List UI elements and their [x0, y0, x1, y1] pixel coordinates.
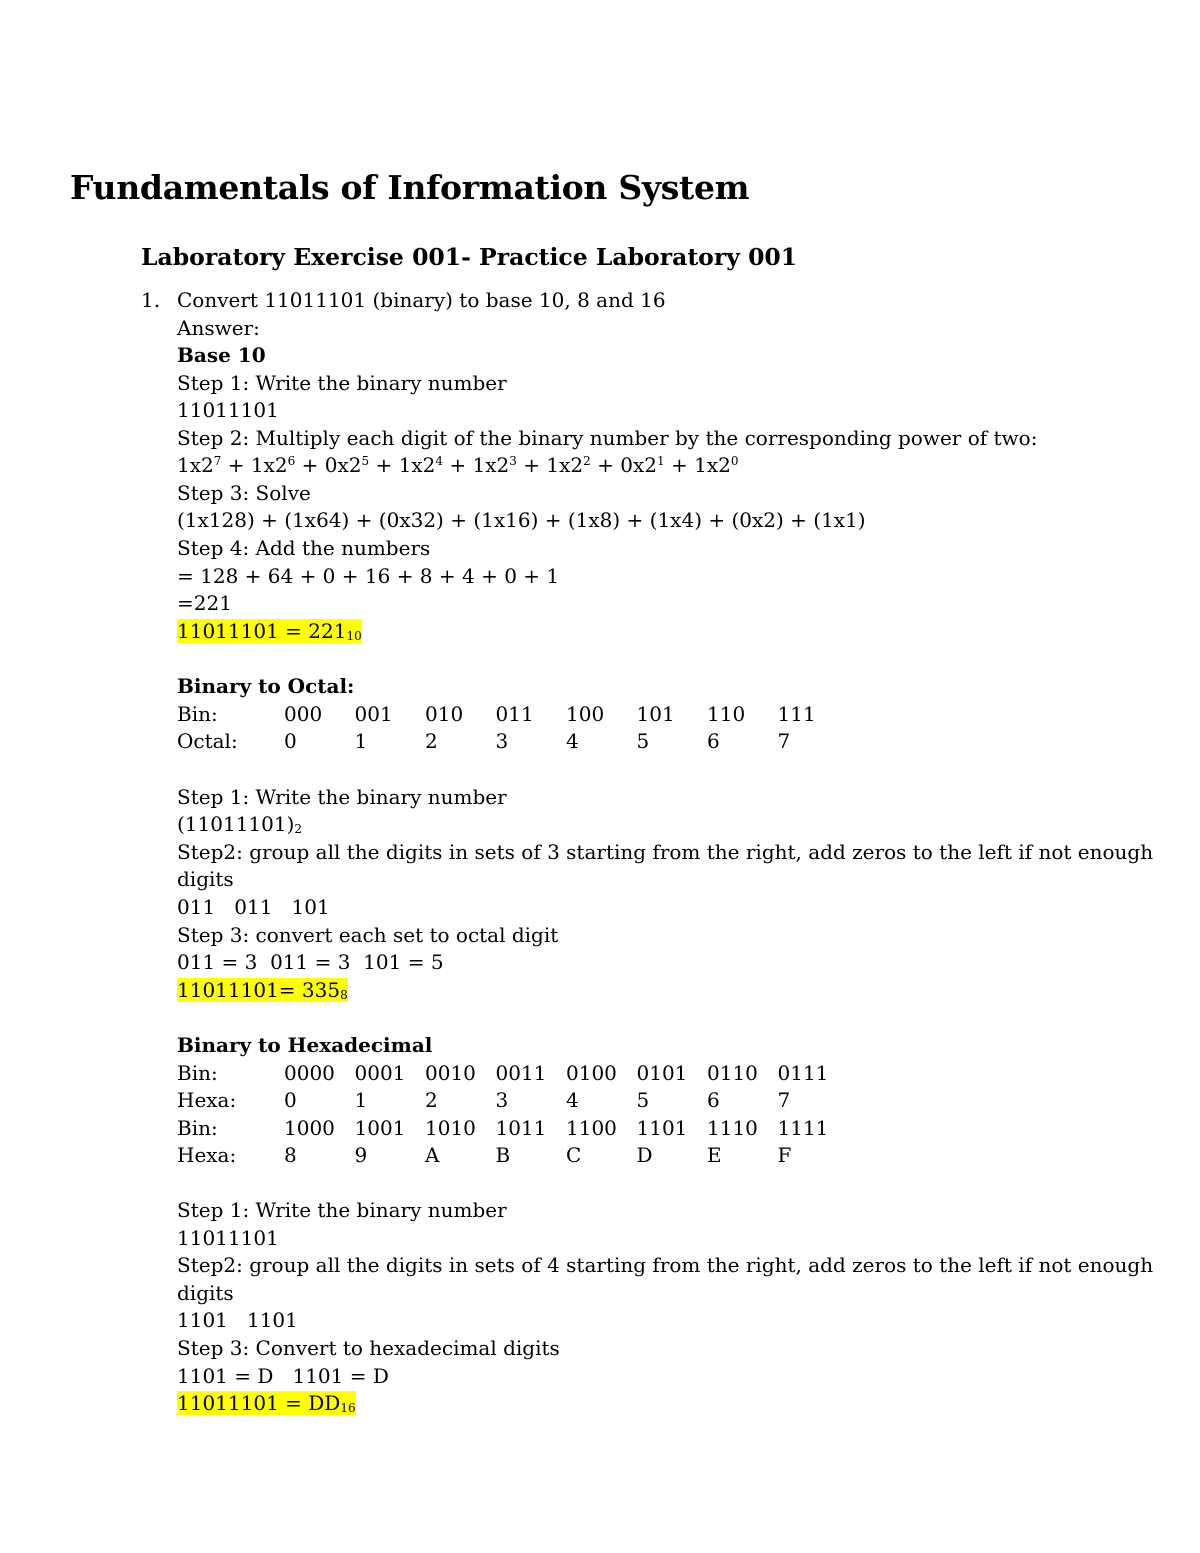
result-highlight — [177, 619, 362, 643]
power-coefficient: 1 — [398, 453, 412, 477]
power-term: $1x2^7$ — [177, 453, 222, 477]
base10-result — [177, 618, 362, 645]
power-term: $1x2^6$ — [250, 453, 296, 477]
base10-result-text: 11011101 = 221 — [177, 619, 347, 643]
octal-conversion: 011 = 3 011 = 3 101 = 5 — [177, 950, 444, 974]
power-term: $1x2^2$ — [546, 453, 591, 477]
hex-result — [177, 1390, 356, 1417]
result-highlight — [177, 978, 348, 1002]
octal-step2: Step2: group all the digits in sets of 3 starting from the right, add zeros to the left if not enough — [177, 840, 1154, 864]
table-cell: 0100 — [566, 1060, 617, 1085]
row-label: Hexa: — [177, 1143, 237, 1168]
power-exponent: 3 — [509, 454, 517, 468]
base10-result-subscript: 10 — [346, 629, 362, 643]
table-cell: 4 — [566, 1088, 579, 1113]
answer-label: Answer: — [177, 316, 260, 340]
table-row — [177, 728, 848, 756]
hex-heading: Binary to Hexadecimal — [177, 1033, 433, 1057]
table-cell: 0000 — [284, 1060, 335, 1085]
table-cell: 1001 — [354, 1115, 406, 1140]
row-label: Bin: — [177, 1060, 218, 1085]
table-cell: 011 — [495, 701, 534, 726]
row-label: Hexa: — [177, 1088, 237, 1113]
table-cell: 0 — [284, 1088, 297, 1113]
table-cell: 1 — [354, 729, 368, 754]
table-cell: C — [566, 1143, 582, 1168]
table-cell: 6 — [707, 729, 720, 754]
result-highlight — [177, 1391, 356, 1415]
row-label: Bin: — [177, 701, 218, 726]
power-exponent: 5 — [361, 454, 370, 468]
base10-step2: Step 2: Multiply each digit of the binary number by the corresponding power of two: — [177, 426, 1038, 450]
base10-binary: 11011101 — [177, 398, 279, 422]
power-exponent: 6 — [287, 454, 296, 468]
table-cell: 6 — [707, 1088, 720, 1113]
table-cell: B — [495, 1143, 511, 1168]
table-cell: 7 — [777, 1088, 791, 1113]
octal-step3: Step 3: convert each set to octal digit — [177, 923, 559, 947]
table-cell: 1011 — [495, 1115, 547, 1140]
power-coefficient: 0 — [324, 453, 338, 477]
octal-result — [177, 977, 348, 1004]
hex-result-text: 11011101 = DD — [177, 1391, 341, 1415]
document-title: Fundamentals of Information System — [70, 168, 750, 207]
base10-heading: Base 10 — [177, 343, 266, 367]
table-cell: 3 — [495, 1088, 509, 1113]
table-row — [177, 1059, 848, 1087]
table-cell: 0011 — [495, 1060, 547, 1085]
power-coefficient: 1 — [546, 453, 560, 477]
list-number: 1. — [141, 288, 161, 312]
table-cell: 1010 — [425, 1115, 476, 1140]
octal-binary-text: (11011101) — [177, 812, 295, 836]
table-cell: 0 — [284, 729, 297, 754]
row-label: Octal: — [177, 729, 238, 754]
plus-sign: + — [516, 453, 547, 477]
octal-result-text: 11011101= 335 — [177, 978, 341, 1002]
table-cell: 7 — [777, 729, 791, 754]
power-coefficient: 1 — [177, 453, 190, 477]
hex-result-subscript: 16 — [340, 1401, 356, 1415]
table-cell: 3 — [495, 729, 509, 754]
table-cell: 1100 — [566, 1115, 617, 1140]
power-exponent: 7 — [213, 454, 222, 468]
table-cell: 0110 — [707, 1060, 758, 1085]
octal-binary — [177, 811, 302, 838]
table-row — [177, 1114, 848, 1142]
table-cell: 111 — [777, 701, 816, 726]
table-row — [177, 1142, 848, 1170]
table-cell: 0001 — [354, 1060, 406, 1085]
power-exponent: 4 — [435, 454, 444, 468]
power-term: $1x2^0$ — [694, 453, 739, 477]
table-cell: 4 — [566, 729, 579, 754]
power-coefficient: 1 — [694, 453, 707, 477]
octal-heading: Binary to Octal: — [177, 674, 355, 698]
table-cell: 5 — [636, 729, 650, 754]
power-exponent: 2 — [583, 454, 591, 468]
table-cell: F — [777, 1143, 792, 1168]
plus-sign: + — [443, 453, 473, 477]
table-cell: 1111 — [777, 1115, 829, 1140]
octal-groups: 011 011 101 — [177, 895, 330, 919]
table-cell: 9 — [354, 1143, 368, 1168]
hex-conversion: 1101 = D 1101 = D — [177, 1364, 389, 1388]
table-row — [177, 700, 848, 728]
table-cell: 001 — [354, 701, 393, 726]
hex-binary: 11011101 — [177, 1226, 279, 1250]
table-cell: 110 — [707, 701, 746, 726]
plus-sign: + — [221, 453, 251, 477]
power-coefficient: 1 — [250, 453, 264, 477]
table-cell: 1110 — [707, 1115, 758, 1140]
hex-step2: Step2: group all the digits in sets of 4 starting from the right, add zeros to the left if not enough — [177, 1253, 1154, 1277]
base10-step3: Step 3: Solve — [177, 481, 311, 505]
hex-step1: Step 1: Write the binary number — [177, 1198, 507, 1222]
power-term: $1x2^3$ — [472, 453, 517, 477]
octal-table — [177, 700, 848, 755]
table-cell: 5 — [636, 1088, 650, 1113]
plus-sign: + — [295, 453, 325, 477]
table-cell: 2 — [425, 1088, 438, 1113]
power-term: $0x2^5$ — [324, 453, 370, 477]
octal-binary-subscript: 2 — [294, 822, 303, 836]
table-cell: 0111 — [777, 1060, 829, 1085]
base10-step4: Step 4: Add the numbers — [177, 536, 431, 560]
base10-powers — [177, 452, 739, 479]
power-term: $0x2^1$ — [620, 453, 665, 477]
table-cell: 1000 — [284, 1115, 335, 1140]
base10-solve: (1x128) + (1x64) + (0x32) + (1x16) + (1x8) + (1x4) + (0x2) + (1x1) — [177, 508, 866, 532]
octal-result-subscript: 8 — [340, 988, 348, 1002]
plus-sign: + — [590, 453, 621, 477]
table-cell: 8 — [284, 1143, 297, 1168]
table-cell: 000 — [284, 701, 323, 726]
table-cell: 0010 — [425, 1060, 476, 1085]
power-term: $1x2^4$ — [398, 453, 444, 477]
hex-groups: 1101 1101 — [177, 1308, 298, 1332]
power-coefficient: 1 — [472, 453, 486, 477]
power-exponent: 1 — [657, 454, 665, 468]
table-cell: 2 — [425, 729, 438, 754]
table-cell: 1 — [354, 1088, 368, 1113]
hex-step2-cont: digits — [177, 1281, 234, 1305]
row-label: Bin: — [177, 1115, 218, 1140]
exercise-subtitle: Laboratory Exercise 001- Practice Laboratory 001 — [141, 243, 798, 271]
power-exponent: 0 — [730, 454, 739, 468]
table-cell: 010 — [425, 701, 464, 726]
plus-sign: + — [369, 453, 399, 477]
hex-table — [177, 1059, 848, 1169]
table-cell: A — [425, 1143, 440, 1168]
power-coefficient: 0 — [620, 453, 633, 477]
question-text: Convert 11011101 (binary) to base 10, 8 and 16 — [177, 288, 666, 312]
base10-step1: Step 1: Write the binary number — [177, 371, 507, 395]
base10-total: =221 — [177, 591, 232, 615]
table-cell: E — [707, 1143, 722, 1168]
table-cell: 101 — [636, 701, 675, 726]
plus-sign: + — [664, 453, 695, 477]
table-cell: D — [636, 1143, 653, 1168]
table-row — [177, 1087, 848, 1115]
base10-sum: = 128 + 64 + 0 + 16 + 8 + 4 + 0 + 1 — [177, 564, 560, 588]
table-cell: 1101 — [636, 1115, 688, 1140]
octal-step1: Step 1: Write the binary number — [177, 785, 507, 809]
octal-step2-cont: digits — [177, 867, 234, 891]
table-cell: 100 — [566, 701, 605, 726]
hex-step3: Step 3: Convert to hexadecimal digits — [177, 1336, 560, 1360]
table-cell: 0101 — [636, 1060, 688, 1085]
